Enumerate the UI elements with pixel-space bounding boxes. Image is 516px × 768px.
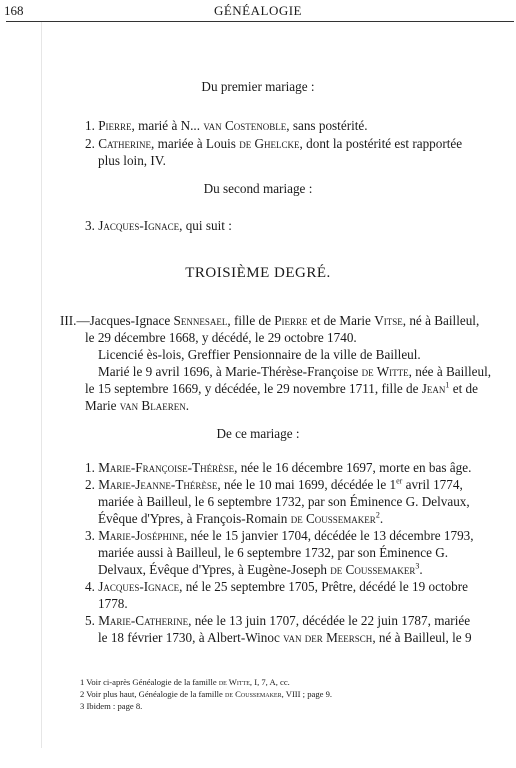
list-item-continuation: 1778.	[98, 596, 128, 611]
heading-this-marriage: De ce mariage :	[216, 426, 300, 441]
list-item-continuation: mariée aussi à Bailleul, le 6 septembre 1732, par son Éminence G.	[98, 545, 449, 560]
list-item: 5. Marie-Catherine, née le 13 juin 1707, décédée le 22 juin 1787, mariée	[85, 613, 471, 628]
entry-line: Licencié ès-lois, Greffier Pensionnaire de la ville de Bailleul.	[98, 347, 421, 362]
heading-second-marriage: Du second mariage :	[203, 181, 313, 196]
list-item-continuation: Évêque d'Ypres, à François-Romain de Coussemaker$^2$.	[98, 510, 384, 526]
list-item-continuation: mariée à Bailleul, le 6 septembre 1732, par son Éminence G. Delvaux,	[98, 494, 470, 509]
entry-line: le 15 septembre 1669, y décédée, le 29 novembre 1711, fille de Jean$^1$ et de	[85, 380, 478, 396]
footnote: 3 Ibidem : page 8.	[80, 701, 143, 711]
entry-line: Marié le 9 avril 1696, à Marie-Thérèse-Françoise de Witte, née à Bailleul,	[98, 364, 492, 379]
list-item-continuation: Delvaux, Évêque d'Ypres, à Eugène-Joseph de Coussemaker$^3$.	[98, 561, 423, 577]
list-item-continuation: plus loin, IV.	[98, 153, 166, 168]
list-item: 3. Marie-Joséphine, née le 15 janvier 1704, décédée le 13 décembre 1793,	[85, 528, 474, 543]
list-item-continuation: le 18 février 1730, à Albert-Winoc van der Meersch, né à Bailleul, le 9	[98, 630, 472, 645]
page-number: 168	[4, 3, 24, 18]
entry-line: Marie van Blaeren.	[85, 398, 190, 413]
list-item: 1. Marie-Françoise-Thérèse, née le 16 décembre 1697, morte en bas âge.	[85, 460, 472, 475]
list-item: 1. Pierre, marié à N... van Costenoble, sans postérité.	[85, 118, 368, 133]
running-title: GÉNÉALOGIE	[213, 3, 303, 18]
list-item: 3. Jacques-Ignace, qui suit :	[85, 218, 232, 233]
degree-title: TROISIÈME DEGRÉ.	[185, 265, 331, 281]
entry-line: le 29 décembre 1668, y décédé, le 29 octobre 1740.	[85, 330, 357, 345]
footnote: 1 Voir ci-après Généalogie de la famille de Witte, I, 7, A, cc.	[80, 677, 290, 687]
footnote: 2 Voir plus haut, Généalogie de la famille de Coussemaker, VIII ; page 9.	[80, 689, 333, 699]
page-margin-line	[41, 22, 42, 748]
list-item: 4. Jacques-Ignace, né le 25 septembre 1705, Prêtre, décédé le 19 octobre	[85, 579, 469, 594]
list-item: 2. Marie-Jeanne-Thérèse, née le 10 mai 1699, décédée le 1er avril 1774,	[85, 476, 463, 492]
entry-line: III.—Jacques-Ignace Sennesael, fille de Pierre et de Marie Vitse, né à Bailleul,	[60, 313, 480, 328]
heading-first-marriage: Du premier mariage :	[201, 79, 315, 94]
header-rule	[6, 21, 514, 22]
list-item: 2. Catherine, mariée à Louis de Ghelcke, dont la postérité est rapportée	[85, 136, 463, 151]
